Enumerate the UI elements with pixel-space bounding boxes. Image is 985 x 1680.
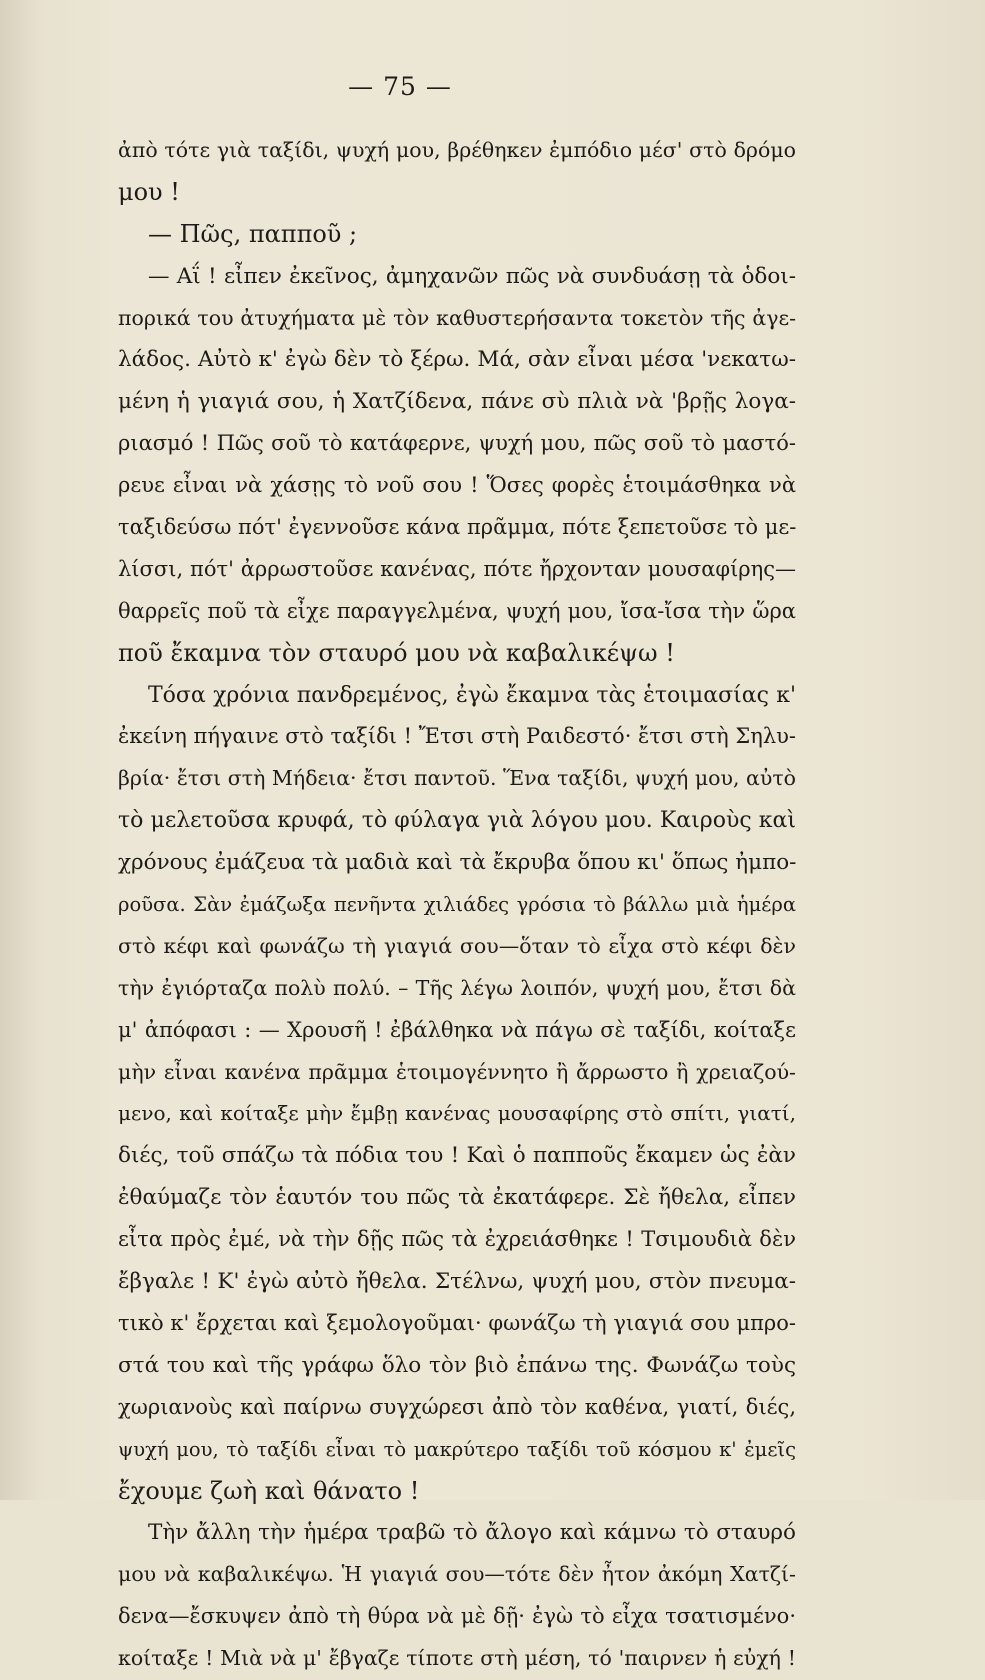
body-text — [118, 130, 796, 1680]
text-line: στά του καὶ τῆς γράφω ὅλο τὸν βιὸ ἐπάνω της. Φωνάζω τοὺς — [118, 1352, 796, 1378]
text-line: ποῦ ἔκαμνα τὸν σταυρό μου νὰ καβαλικέψω ! — [118, 638, 675, 667]
text-line: τὴν ἐγιόρταζα πολὺ πολύ. – Τῆς λέγω λοιπόν, ψυχή μου, ἔτσι δὰ — [118, 975, 796, 1000]
text-line: ταξιδεύσω πότ' ἐγεννοῦσε κάνα πρᾶμμα, πότε ξεπετοῦσε τὸ με- — [118, 515, 797, 540]
text-line: θαρρεῖς ποῦ τὰ εἶχε παραγγελμένα, ψυχή μου, ἴσα-ἴσα τὴν ὥρα — [118, 598, 796, 623]
text-line: λίσσι, πότ' ἀρρωστοῦσε κανένας, πότε ἤρχονταν μουσαφίρης— — [118, 556, 796, 581]
text-line: λάδος. Αὐτὸ κ' ἐγὼ δὲν τὸ ξέρω. Μά, σὰν εἶναι μέσα 'νεκατω- — [118, 347, 796, 373]
text-line: μένη ἡ γιαγιά σου, ἡ Χατζίδενα, πάνε σὺ πλιὰ νὰ 'βρῇς λογα- — [118, 389, 796, 415]
text-line: πορικά του ἀτυχήματα μὲ τὸν καθυστερήσαντα τοκετὸν τῆς ἀγε- — [118, 305, 796, 330]
text-line: ἀπὸ τότε γιὰ ταξίδι, ψυχή μου, βρέθηκεν ἐμπόδιο μέσ' στὸ δρόμο — [118, 138, 796, 162]
text-line: στὸ κέφι καὶ φωνάζω τὴ γιαγιά σου—ὅταν τὸ εἶχα στὸ κέφι δὲν — [118, 933, 796, 958]
text-line: μου νὰ καβαλικέψω. Ἡ γιαγιά σου—τότε δὲν ἦτον ἀκόμη Χατζί- — [118, 1562, 796, 1587]
text-line: μενο, καὶ κοίταξε μὴν ἔμβῃ κανένας μουσαφίρης στὸ σπίτι, γιατί, — [118, 1101, 796, 1126]
text-line: — Αΐ ! εἶπεν ἐκεῖνος, ἀμηχανῶν πῶς νὰ συνδυάσῃ τὰ ὁδοι- — [148, 263, 796, 289]
text-line: ροῦσα. Σὰν ἐμάζωξα πενῆντα χιλιάδες γρόσια τὸ βάλλω μιὰ ἡμέρα — [118, 893, 796, 917]
text-line: κοίταξε ! Μιὰ νὰ μ' ἔβγαζε τίποτε στὴ μέση, τό 'παιρνεν ἡ εὐχή ! — [118, 1646, 796, 1671]
text-line: ἔβγαλε ! Κ' ἐγὼ αὐτὸ ἤθελα. Στέλνω, ψυχή μου, στὸν πνευμα- — [118, 1269, 796, 1295]
text-line: ἐθαύμαζε τὸν ἑαυτόν του πῶς τὰ ἐκατάφερε. Σὲ ἤθελα, εἶπεν — [118, 1185, 796, 1211]
text-line: τὸ μελετοῦσα κρυφά, τὸ φύλαγα γιὰ λόγου μου. Καιροὺς καὶ — [118, 808, 796, 834]
text-line: βρία· ἔτσι στὴ Μήδεια· ἔτσι παντοῦ. Ἕνα ταξίδι, ψυχή μου, αὐτὸ — [118, 766, 796, 791]
text-line: Τόσα χρόνια πανδρεμένος, ἐγὼ ἔκαμνα τὰς ἑτοιμασίας κ' — [148, 682, 796, 708]
page-number: — 75 — — [348, 72, 452, 101]
text-line: — Πῶς, παπποῦ ; — [148, 219, 358, 248]
text-line: τικὸ κ' ἔρχεται καὶ ξεμολογοῦμαι· φωνάζω τὴ γιαγιά σου μπρο- — [118, 1310, 796, 1335]
text-line: εἶτα πρὸς ἐμέ, νὰ τὴν δῇς πῶς τὰ ἐχρειάσθηκε ! Τσιμουδιὰ δὲν — [118, 1227, 796, 1252]
text-line: μὴν εἶναι κανένα πρᾶμμα ἑτοιμογέννητο ἢ ἄρρωστο ἢ χρειαζού- — [118, 1059, 796, 1084]
text-line: ψυχή μου, τὸ ταξίδι εἶναι τὸ μακρύτερο ταξίδι τοῦ κόσμου κ' ἐμεῖς — [118, 1437, 796, 1461]
text-line: διές, τοῦ σπάζω τὰ πόδια του ! Καὶ ὁ παπποῦς ἔκαμεν ὡς ἐὰν — [118, 1143, 796, 1169]
text-line: ἔχουμε ζωὴ καὶ θάνατο ! — [118, 1476, 420, 1505]
text-line: χωριανοὺς καὶ παίρνω συγχώρεσι ἀπὸ τὸν καθένα, γιατί, διές, — [118, 1394, 796, 1419]
text-line: Τὴν ἄλλη τὴν ἡμέρα τραβῶ τὸ ἄλογο καὶ κάμνω τὸ σταυρό — [148, 1520, 796, 1546]
text-line: μου ! — [118, 177, 180, 206]
text-line: ἐκείνη πήγαινε στὸ ταξίδι ! Ἔτσι στὴ Ραιδεστό· ἔτσι στὴ Σηλυ- — [118, 724, 796, 749]
text-line: ρευε εἶναι νὰ χάσῃς τὸ νοῦ σου ! Ὅσες φορὲς ἑτοιμάσθηκα νὰ — [118, 473, 796, 498]
text-line: μ' ἀπόφασι : — Χρουσῆ ! ἐβάλθηκα νὰ πάγω σὲ ταξίδι, κοίταξε — [118, 1017, 796, 1042]
text-line: ριασμό ! Πῶς σοῦ τὸ κατάφερνε, ψυχή μου, πῶς σοῦ τὸ μαστό- — [118, 431, 796, 456]
text-line: χρόνους ἐμάζευα τὰ μαδιὰ καὶ τὰ ἔκρυβα ὅπου κι' ὅπως ἠμπο- — [118, 850, 797, 876]
text-line: δενα—ἔσκυψεν ἀπὸ τὴ θύρα νὰ μὲ δῇ· ἐγὼ τὸ εἶχα τσατισμένο· — [118, 1604, 796, 1629]
